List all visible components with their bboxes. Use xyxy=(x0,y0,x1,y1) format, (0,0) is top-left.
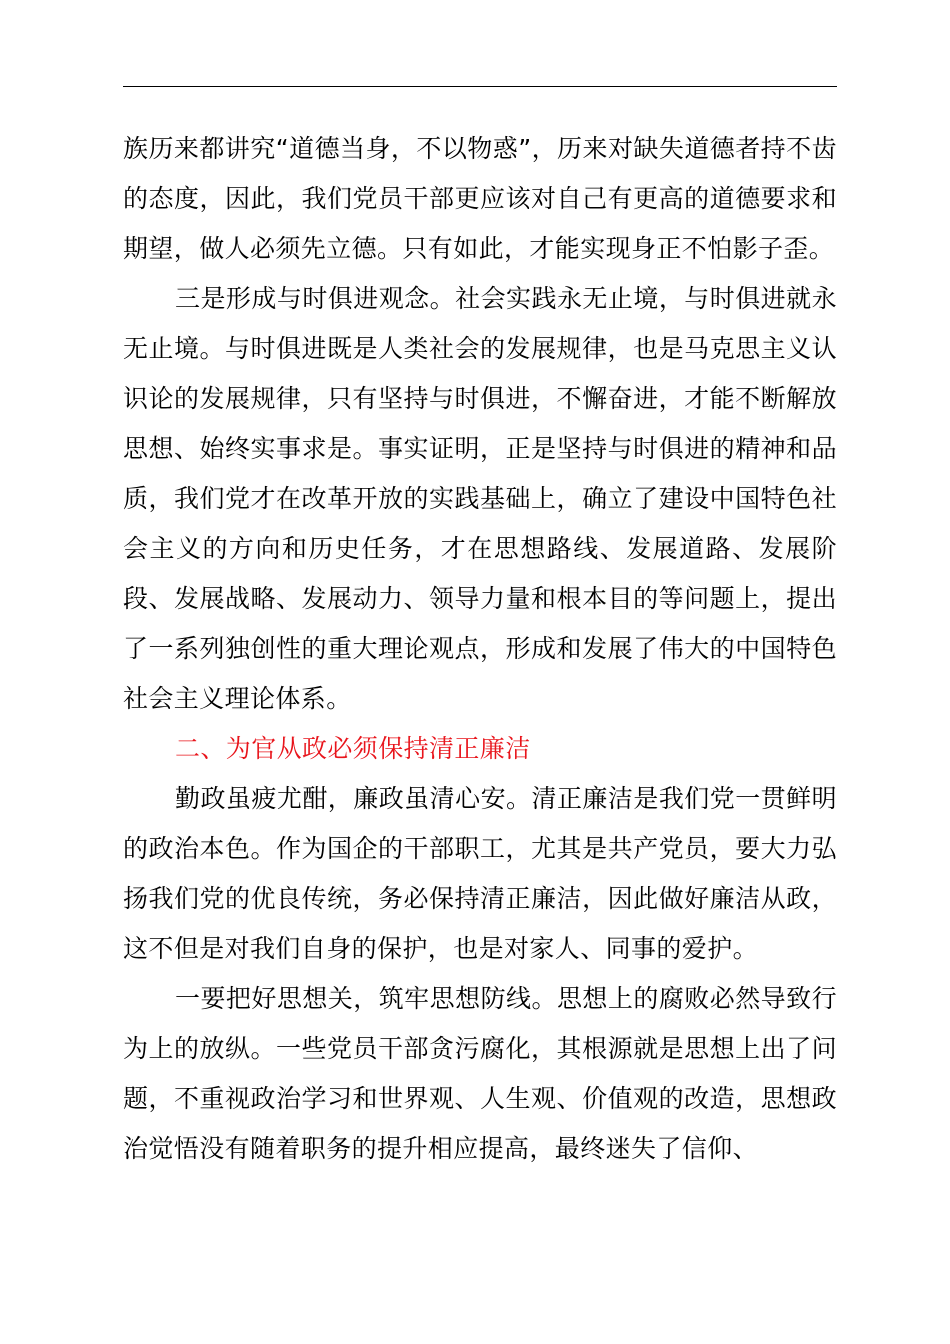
page-body xyxy=(123,124,837,1174)
paragraph-ideological-defense: 一要把好思想关，筑牢思想防线。思想上的腐败必然导致行为上的放纵。一些党员干部贪污腐化，其根源就是思想上出了问题，不重视政治学习和世界观、人生观、价值观的改造，思想政治觉悟没有随着职务的提升相应提高，最终迷失了信仰、 xyxy=(123,984,837,1163)
section-heading: 二、为官从政必须保持清正廉洁 xyxy=(175,734,531,763)
paragraph-integrity: 勤政虽疲尤酣，廉政虽清心安。清正廉洁是我们党一贯鲜明的政治本色。作为国企的干部职工，尤其是共产党员，要大力弘扬我们党的优良传统，务必保持清正廉洁，因此做好廉洁从政，这不但是对我们自身的保护，也是对家人、同事的爱护。 xyxy=(123,784,837,963)
header-rule xyxy=(123,86,837,87)
paragraph-continued: 族历来都讲究“道德当身，不以物惑”，历来对缺失道德者持不齿的态度，因此，我们党员干部更应该对自己有更高的道德要求和期望，做人必须先立德。只有如此，才能实现身正不怕影子歪。 xyxy=(123,134,837,263)
paragraph-keep-pace-with-times: 三是形成与时俱进观念。社会实践永无止境，与时俱进就永无止境。与时俱进既是人类社会的发展规律，也是马克思主义认识论的发展规律，只有坚持与时俱进，不懈奋进，才能不断解放思想、始终实事求是。事实证明，正是坚持与时俱进的精神和品质，我们党才在改革开放的实践基础上，确立了建设中国特色社会主义的方向和历史任务，才在思想路线、发展道路、发展阶段、发展战略、发展动力、领导力量和根本目的等问题上，提出了一系列独创性的重大理论观点，形成和发展了伟大的中国特色社会主义理论体系。 xyxy=(123,284,837,713)
